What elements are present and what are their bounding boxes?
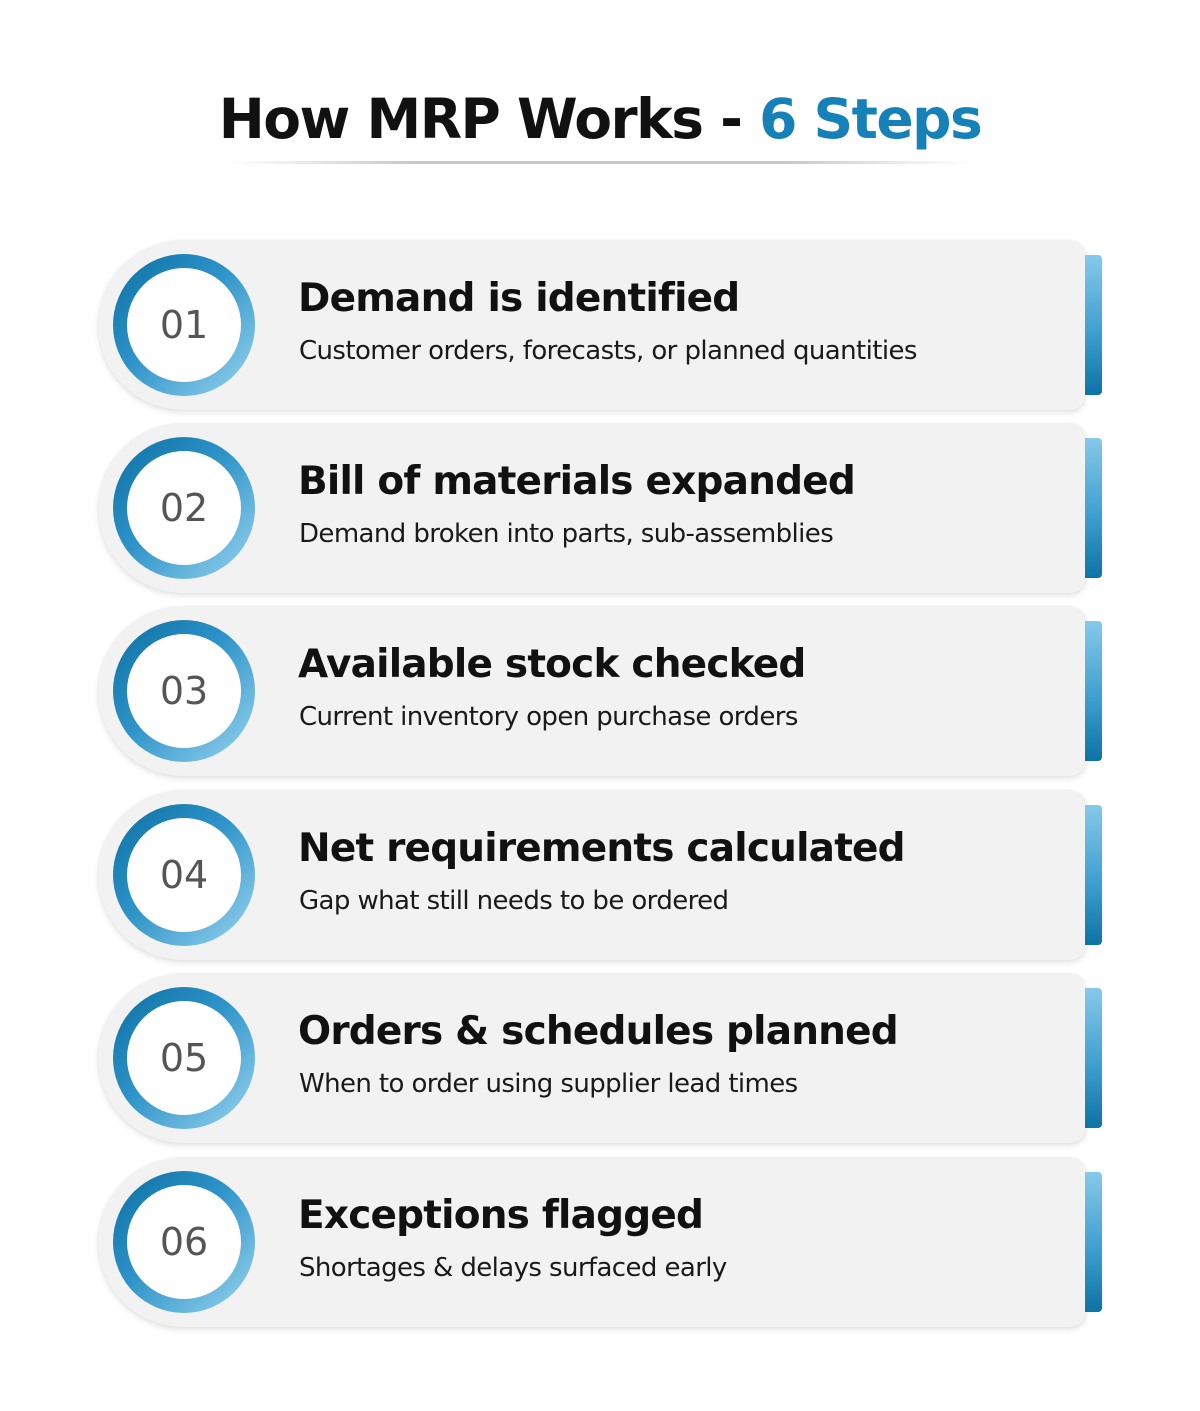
step-number: 05 (127, 1001, 241, 1115)
step-heading: Orders & schedules planned (298, 1009, 898, 1054)
step-description: Current inventory open purchase orders (299, 702, 798, 732)
step-accent-bar (1085, 255, 1102, 395)
step-number: 02 (127, 451, 241, 565)
step-heading: Net requirements calculated (298, 826, 905, 871)
step-card (98, 606, 1108, 776)
step-heading: Demand is identified (298, 276, 740, 321)
step-description: Customer orders, forecasts, or planned quantities (299, 336, 917, 366)
step-number-ring (113, 1171, 255, 1313)
step-heading: Available stock checked (298, 642, 806, 687)
step-card (98, 790, 1108, 960)
step-number-ring (113, 437, 255, 579)
step-number: 01 (127, 268, 241, 382)
step-number-ring (113, 620, 255, 762)
step-number: 04 (127, 818, 241, 932)
title-accent: 6 Steps (759, 87, 982, 151)
step-accent-bar (1085, 805, 1102, 945)
step-card (98, 1157, 1108, 1327)
step-heading: Bill of materials expanded (298, 459, 855, 504)
step-number-ring (113, 804, 255, 946)
step-card (98, 973, 1108, 1143)
step-accent-bar (1085, 438, 1102, 578)
step-description: Demand broken into parts, sub-assemblies (299, 519, 834, 549)
step-number-ring (113, 254, 255, 396)
page-title (0, 84, 1200, 154)
step-description: Gap what still needs to be ordered (299, 886, 729, 916)
title-main: How MRP Works - (218, 87, 760, 151)
title-divider (230, 161, 970, 164)
step-number: 06 (127, 1185, 241, 1299)
step-accent-bar (1085, 621, 1102, 761)
step-number-ring (113, 987, 255, 1129)
step-description: When to order using supplier lead times (299, 1069, 798, 1099)
step-number: 03 (127, 634, 241, 748)
step-card (98, 423, 1108, 593)
step-heading: Exceptions flagged (298, 1193, 704, 1238)
step-card (98, 240, 1108, 410)
step-accent-bar (1085, 1172, 1102, 1312)
step-accent-bar (1085, 988, 1102, 1128)
step-description: Shortages & delays surfaced early (299, 1253, 727, 1283)
